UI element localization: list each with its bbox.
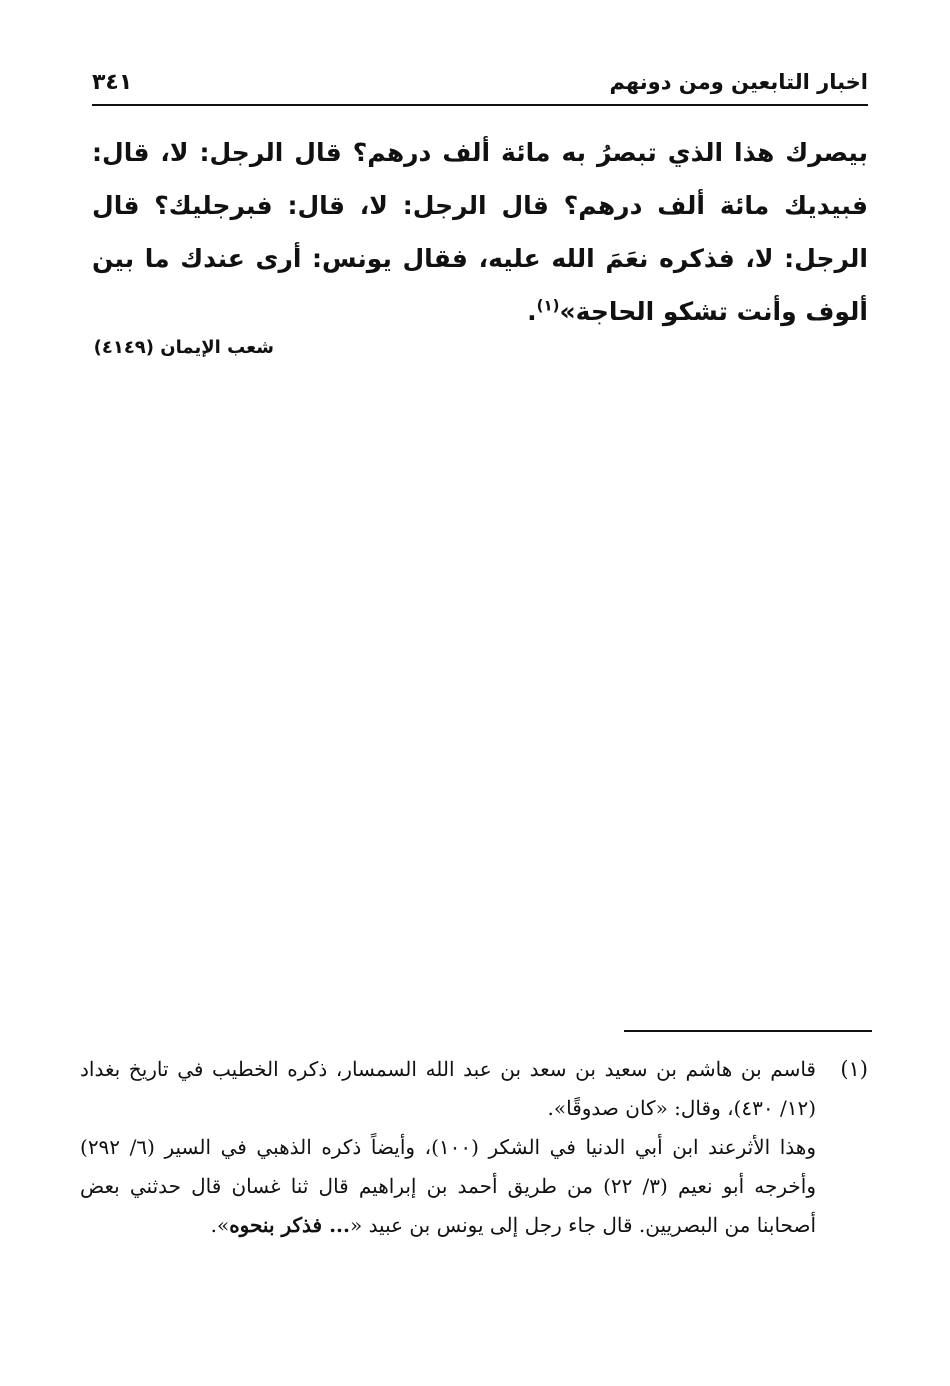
footnote-reference[interactable]: (١)	[536, 296, 560, 315]
page-number: ٣٤١	[92, 69, 133, 95]
footnote-line-1: قاسم بن هاشم بن سعيد بن سعد بن عبد الله السمسار، ذكره الخطيب في تاريخ بغداد (١٢/ ٤٣٠)، وقال: «كان صدوقًا».	[80, 1057, 816, 1120]
footnote-body	[80, 1050, 816, 1245]
footnotes	[80, 1050, 868, 1245]
paragraph-end: .	[527, 297, 537, 326]
footnote-divider	[624, 1030, 872, 1032]
running-head	[92, 60, 868, 106]
footnote-marker: (١)	[840, 1057, 868, 1081]
footnote-line-2-text: وهذا الأثرعند ابن أبي الدنيا في الشكر (١٠٠)، وأيضاً ذكره الذهبي في السير (٦/ ٢٩٢) وأخرجه أبو نعيم (٣/ ٢٢) من طريق أحمد بن إبراهيم قال ثنا غسان قال حدثني بعض أصحابنا من البصريين. قال جاء رجل إلى يونس بن عبيد «	[80, 1135, 816, 1237]
footnote-line-2	[80, 1128, 816, 1245]
running-title: اخبار التابعين ومن دونهم	[609, 70, 868, 94]
source-reference: شعب الإيمان (٤١٤٩)	[93, 337, 274, 358]
main-paragraph	[92, 126, 868, 338]
paragraph-text: بيصرك هذا الذي تبصرُ به مائة ألف درهم؟ قال الرجل: لا، قال: فبيديك مائة ألف درهم؟ قال الرجل: لا، قال: فبرجليك؟ قال الرجل: لا، فذكره نعَمَ الله عليه، فقال يونس: أرى عندك ما بين ألوف وأنت تشكو الحاجة»	[92, 138, 868, 326]
footnote-line-2-bold: ... فذكر بنحوه	[229, 1213, 350, 1237]
footnote-item	[80, 1050, 868, 1245]
footnote-line-2-end: ».	[210, 1213, 230, 1237]
